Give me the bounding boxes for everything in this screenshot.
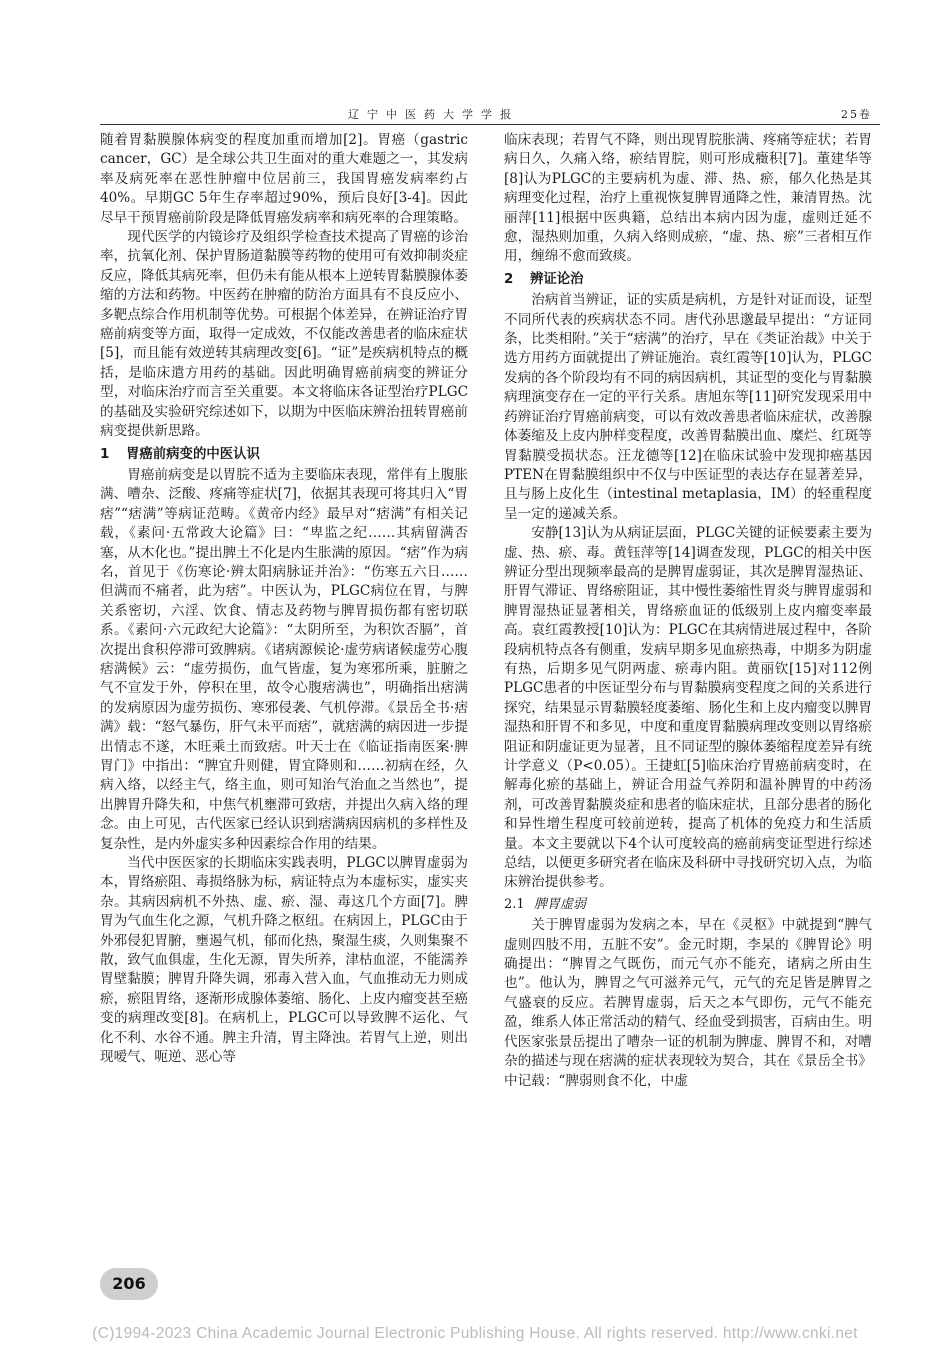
heading-text: 脾胃虚弱 [534,896,587,912]
section-heading [504,270,872,289]
journal-title: 辽宁中医药大学学报 [348,108,519,121]
heading-number: 1 [100,446,110,462]
heading-text: 胃癌前病变的中医认识 [126,446,260,462]
right-column [504,131,872,1091]
running-header [100,100,880,125]
section-heading [100,445,468,464]
paragraph: 安静[13]认为从病证层面，PLGC关键的证候要素主要为虚、热、瘀、毒。黄钰萍等[14]调查发现，PLGC的相关中医辨证分型出现频率最高的是脾胃虚弱证，其次是脾胃湿热证、肝胃气滞证、胃络瘀阻证，其中慢性萎缩性胃炎与脾胃虚弱和脾胃湿热证显著相关，胃络瘀血证的低级别上皮内瘤变率最高。袁红霞教授[10]认为：PLGC在其病情进展过程中，各阶段病机特点各有侧重，发病早期多见血瘀热毒，中期多为阴虚有热，后期多见气阴两虚、瘀毒内阻。黄丽钦[15]对112例PLGC患者的中医证型分布与胃黏膜病变程度之间的关系进行探究，结果显示胃黏膜轻度萎缩、肠化生和上皮内瘤变以脾胃湿热和肝胃不和多见，中度和重度胃黏膜病理改变则以胃络瘀阻证和阴虚证更为显著，且不同证型的腺体萎缩程度差异有统计学意义（P<0.05）。王捷虹[5]临床治疗胃癌前病变时，在解毒化瘀的基础上，辨证合用益气养阴和温补脾胃的中药汤剂，可改善胃黏膜炎症和患者的临床症状，且部分患者的肠化和异性增生程度可较前逆转，提高了机体的免疫力和生活质量。本文主要就以下4个认可度较高的癌前病变证型进行综述总结，以便更多研究者在临床及科研中寻找研究切入点，为临床辨治提供参考。 [504,525,872,891]
left-column [100,131,468,1068]
paragraph: 关于脾胃虚弱为发病之本，早在《灵枢》中就提到“脾气虚则四肢不用，五脏不安”。金元时期，李杲的《脾胃论》明确提出：“脾胃之气既伤，而元气亦不能充，诸病之所由生也”。他认为，脾胃之气可滋养元气，元气的充足皆是脾胃之气盛衰的反应。若脾胃虚弱，后天之本气即伤，元气不能充盈，维系人体正常活动的精气、经血受到损害，百病由生。明代医家张景岳提出了嘈杂一证的机制为脾虚、脾胃不和，对嘈杂的描述与现在痞满的症状表现较为契合，其在《景岳全书》中记载：“脾弱则食不化，中虚 [504,917,872,1089]
copyright-footer: (C)1994-2023 China Academic Journal Electronic Publishing House. All rights reserved. http://www.cnki.net [92,1325,858,1342]
heading-number: 2 [504,271,514,287]
paragraph: 临床表现；若胃气不降，则出现胃脘胀满、疼痛等症状；若胃病日久，久痛入络，瘀结胃脘，则可形成癥积[7]。董建华等[8]认为PLGC的主要病机为虚、滞、热、瘀，郁久化热是其病理变化过程，治疗上重视恢复脾胃通降之性，兼清胃热。沈丽萍[11]根据中医典籍，总结出本病内因为虚，虚则迁延不愈，湿热则加重，久病入络则成瘀，“虚、热、瘀”三者相互作用，缠绵不愈而致痰。 [504,132,872,265]
volume-label: 25卷 [841,108,872,121]
subsection-heading [504,895,872,914]
paragraph: 当代中医医家的长期临床实践表明，PLGC以脾胃虚弱为本，胃络瘀阻、毒损络脉为标，病证特点为本虚标实，虚实夹杂。其病因病机不外热、虚、瘀、湿、毒这几个方面[7]。脾胃为气血生化之源，气机升降之枢纽。在病因上，PLGC由于外邪侵犯胃腑，壅遏气机，郁而化热，聚湿生痰，久则集聚不散，致气血俱虚，生化无源，胃失所养，津枯血涩，不能濡养胃壁黏膜；脾胃升降失调，邪毒入营入血，气血推动无力则成瘀，瘀阻胃络，逐渐形成腺体萎缩、肠化、上皮内瘤变甚至癌变的病理改变[8]。在病机上，PLGC可以导致脾不运化、气化不利、水谷不通。脾主升清，胃主降浊。若胃气上逆，则出现嗳气、呃逆、恶心等 [100,855,468,1066]
page-number: 206 [100,1268,158,1300]
paragraph: 治病首当辨证，证的实质是病机，方是针对证而设，证型不同所代表的疾病状态不同。唐代孙思邈最早提出：“方证同条，比类相附。”关于“痞满”的治疗，早在《类证治裁》中关于选方用药方面就提出了辨证施治。袁红霞等[10]认为，PLGC发病的各个阶段均有不同的病因病机，其证型的变化与胃黏膜病理演变存在一定的平行关系。唐旭东等[11]研究发现采用中药辨证治疗胃癌前病变，可以有效改善患者临床症状，改善腺体萎缩及上皮内肿样变程度，改善胃黏膜出血、糜烂、红斑等胃黏膜受损状态。汪龙德等[12]在临床试验中发现抑癌基因PTEN在胃黏膜组织中不仅与中医证型的表达存在显著差异，且与肠上皮化生（intestinal metaplasia，IM）的轻重程度呈一定的递减关系。 [504,292,872,522]
paragraph: 随着胃黏膜腺体病变的程度加重而增加[2]。胃癌（gastric cancer，GC）是全球公共卫生面对的重大难题之一，其发病率及病死率在恶性肿瘤中位居前三，我国胃癌发病率约占40%。早期GC 5年生存率超过90%，预后良好[3-4]。因此尽早干预胃癌前阶段是降低胃癌发病率和病死率的合理策略。 [100,132,468,226]
paragraph: 胃癌前病变是以胃脘不适为主要临床表现，常伴有上腹胀满、嘈杂、泛酸、疼痛等症状[7]，依据其表现可将其归入“胃痞”“痞满”等病证范畴。《黄帝内经》最早对“痞满”有相关记载，《素问·五常政大论篇》曰：“卑监之纪……其病留满否塞，从木化也。”提出脾土不化是内生胀满的原因。“痞”作为病名，首见于《伤寒论·辨太阳病脉证并治》：“伤寒五六日……但满而不痛者，此为痞”。中医认为，PLGC病位在胃，与脾关系密切，六淫、饮食、情志及药物与脾胃损伤都有密切联系。《素问·六元政纪大论篇》：“太阴所至，为积饮否膈”，首次提出食积停滞可致脾病。《诸病源候论·虚劳病诸候虚劳心腹痞满候》云：“虚劳损伤，血气皆虚，复为寒邪所乘，脏腑之气不宣发于外，停积在里，故令心腹痞满也”，明确指出痞满的发病原因为虚劳损伤、寒邪侵袭、气机停滞。《景岳全书·痞满》载：“怒气暴伤，肝气未平而痞”，就痞满的病因进一步提出情志不遂，木旺乘土而致痞。叶天士在《临证指南医案·脾胃门》中指出：“脾宜升则健，胃宜降则和……初病在经，久病入络，以经主气，络主血，则可知治气治血之当然也”，提出脾胃升降失和，中焦气机壅滞可致痞，并提出久病入络的理念。由上可见，古代医家已经认识到痞满病因病机的多样性及复杂性，是内外虚实多种因素综合作用的结果。 [100,466,468,852]
heading-text: 辨证论治 [530,271,584,287]
heading-number: 2.1 [504,896,525,912]
paragraph: 现代医学的内镜诊疗及组织学检查技术提高了胃癌的诊治率，抗氧化剂、保护胃肠道黏膜等药物的使用可有效抑制炎症反应，降低其病死率，但仍未有能从根本上逆转胃黏膜腺体萎缩的方法和药物。中医药在肿瘤的防治方面具有不良反应小、多靶点综合作用机制等优势。可根据个体差异，在辨证治疗胃癌前病变等方面，取得一定成效，不仅能改善患者的临床症状[5]，而且能有效逆转其病理改变[6]。“证”是疾病机特点的概括，是临床遣方用药的基础。因此明确胃癌前病变的辨证分型，对临床治疗而言至关重要。本文将临床各证型治疗PLGC的基础及实验研究综述如下，以期为中医临床辨治扭转胃癌前病变提供新思路。 [100,229,468,440]
